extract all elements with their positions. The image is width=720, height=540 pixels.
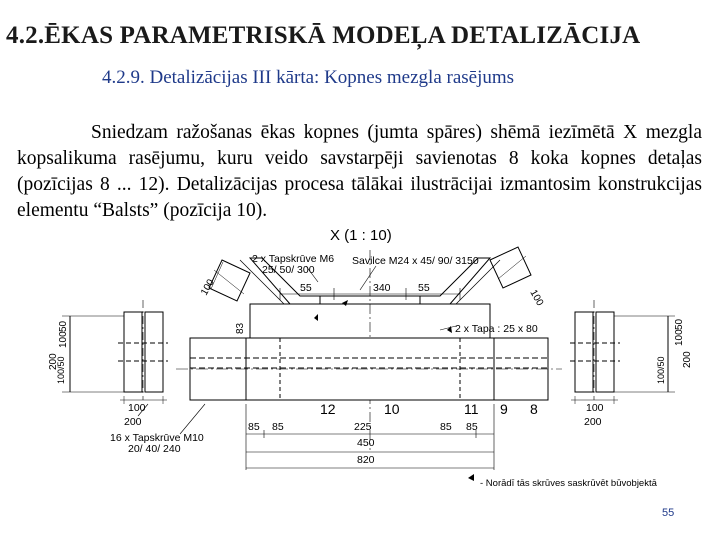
label-screws-m10: 16 x Tapskrūve M10: [110, 432, 204, 444]
slide-title: 4.2.ĒKAS PARAMETRISKĀ MODEĻA DETALIZĀCIJA: [6, 22, 641, 49]
bottom-chord: [176, 338, 562, 400]
right-diagonal-section: [490, 247, 531, 288]
pos-8: 8: [530, 401, 538, 417]
page-number: 55: [662, 507, 675, 519]
dim-85-a: 85: [248, 421, 260, 433]
body-paragraph-text: Sniedzam ražošanas ēkas kopnes (jumta spāres) shēmā iezīmētā X mezgla kopsalikuma rasējumu, kuru veido savstarpēji savienotas 8 koka kopnes detaļas (pozīcijas 8 ... 12). Detalizācijas procesa tālākai ilustrācijai izmantosim konstrukcijas elementu “Balsts” (pozīcija 10).: [17, 121, 702, 221]
dim-100-left: 100: [128, 402, 146, 414]
right-cross-section: [570, 300, 675, 404]
dim-100-diag-left: 100: [199, 277, 217, 298]
pos-10: 10: [384, 401, 400, 417]
dim-83: 83: [235, 322, 246, 334]
dim-200-left: 200: [124, 416, 142, 428]
left-diagonal-section: [209, 260, 250, 301]
right-sec-50: 50: [674, 318, 685, 330]
left-sec-low: 100/50: [56, 356, 66, 384]
label-bolt: Savilce M24 x 45/ 90/ 3150: [352, 255, 479, 267]
view-title: X (1 : 10): [330, 227, 392, 244]
dim-85-c: 85: [440, 421, 452, 433]
label-screws-25: 2 x Tapa : 25 x 80: [455, 323, 538, 335]
dim-450: 450: [357, 437, 375, 449]
left-cross-section: [62, 300, 168, 404]
right-sec-200: 200: [682, 351, 693, 368]
pos-12: 12: [320, 401, 336, 417]
label-screws-m6-size: 25/ 50/ 300: [262, 264, 315, 276]
dim-85-b: 85: [272, 421, 284, 433]
dim-85-d: 85: [466, 421, 478, 433]
label-screws-m6: 2 x Tapskrūve M6: [252, 253, 335, 265]
right-sec-low: 100/50: [656, 356, 666, 384]
dim-55-right: 55: [418, 282, 430, 294]
dim-100-right: 100: [586, 402, 604, 414]
dim-340: 340: [373, 282, 391, 294]
right-sec-100: 100: [674, 329, 685, 346]
dim-225: 225: [354, 421, 372, 433]
slide-subtitle: 4.2.9. Detalizācijas III kārta: Kopnes mezgla rasējums: [102, 67, 515, 88]
label-note: - Norādī tās skrūves saskrūvēt būvobjektā: [480, 478, 657, 489]
label-screws-m10-size: 20/ 40/ 240: [128, 443, 181, 455]
dim-200-right: 200: [584, 416, 602, 428]
left-sec-200: 200: [48, 353, 59, 370]
dim-100-diag-right: 100: [527, 288, 546, 308]
left-sec-50: 50: [58, 320, 69, 332]
dim-55-left: 55: [300, 282, 312, 294]
left-sec-100: 100: [58, 331, 69, 348]
pos-9: 9: [500, 401, 508, 417]
dim-820: 820: [357, 454, 375, 466]
pos-11: 11: [464, 401, 479, 417]
